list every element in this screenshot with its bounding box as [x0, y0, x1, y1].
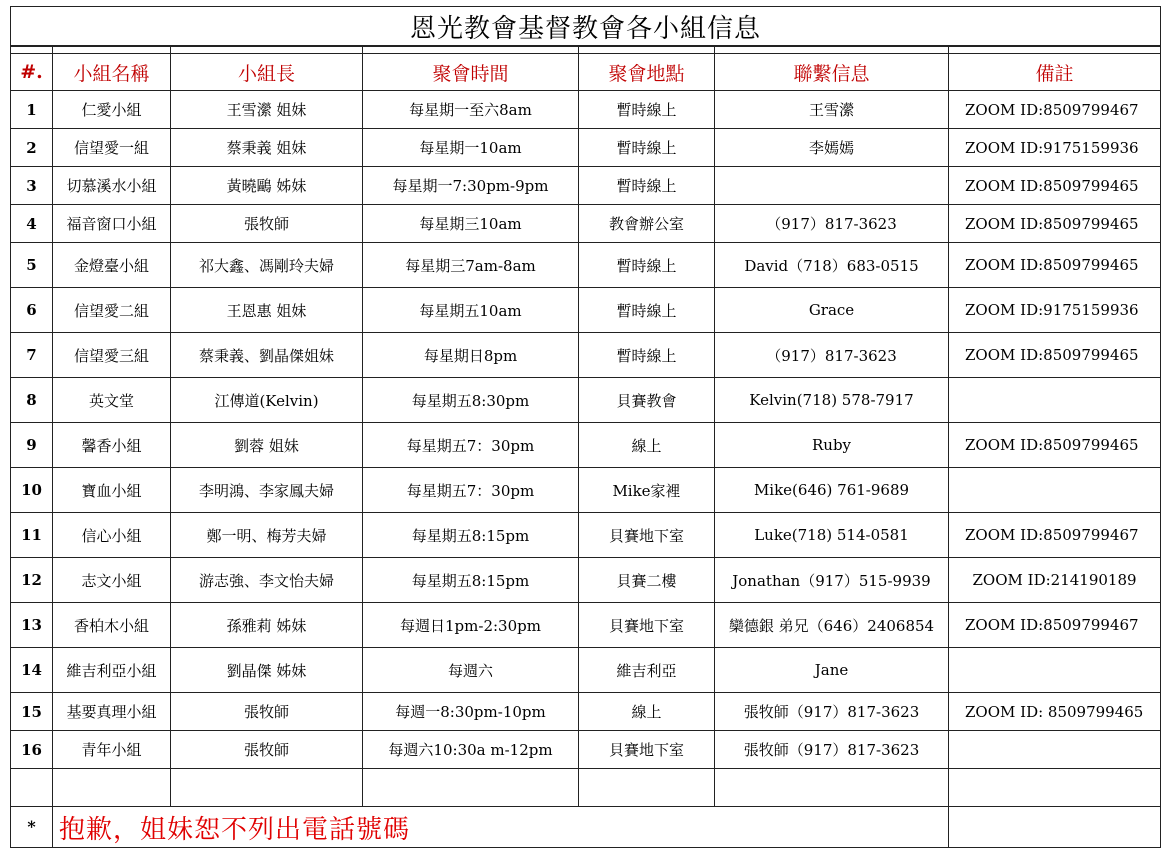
row-number-cell: 13	[11, 603, 53, 648]
group-name-cell: 志文小組	[53, 558, 171, 603]
meeting-place-cell: 貝賽教會	[579, 378, 715, 423]
meeting-place-cell: 貝賽地下室	[579, 603, 715, 648]
row-number-cell: 8	[11, 378, 53, 423]
contact-info-cell: Luke(718) 514-0581	[715, 513, 949, 558]
group-name-cell: 馨香小組	[53, 423, 171, 468]
group-name-cell: 仁愛小組	[53, 91, 171, 129]
group-leader-cell: 游志強、李文怡夫婦	[171, 558, 363, 603]
group-name-cell: 香柏木小組	[53, 603, 171, 648]
meeting-time-cell: 每星期五7：30pm	[363, 468, 579, 513]
remark-cell: ZOOM ID:8509799467	[949, 91, 1161, 129]
table-row	[11, 91, 1161, 129]
group-name-cell: 信望愛三組	[53, 333, 171, 378]
meeting-place-cell: Mike家裡	[579, 468, 715, 513]
meeting-time-cell: 每週六10:30a m-12pm	[363, 731, 579, 769]
meeting-time-cell: 每星期一至六8am	[363, 91, 579, 129]
group-name-cell: 金燈臺小組	[53, 243, 171, 288]
group-leader-cell: 江傳道(Kelvin)	[171, 378, 363, 423]
meeting-place-cell: 暫時線上	[579, 333, 715, 378]
meeting-place-cell: 線上	[579, 693, 715, 731]
group-leader-cell: 張牧師	[171, 693, 363, 731]
remark-cell: ZOOM ID:8509799467	[949, 603, 1161, 648]
table-row	[11, 648, 1161, 693]
header-meeting-place: 聚會地點	[579, 54, 715, 91]
meeting-time-cell: 每星期五7：30pm	[363, 423, 579, 468]
contact-info-cell: 張牧師（917）817-3623	[715, 693, 949, 731]
table-row	[11, 423, 1161, 468]
remark-cell: ZOOM ID:9175159936	[949, 288, 1161, 333]
group-leader-cell: 黃曉鷗 姊妹	[171, 167, 363, 205]
table-row	[11, 129, 1161, 167]
remark-cell	[949, 468, 1161, 513]
group-name-cell: 青年小組	[53, 731, 171, 769]
remark-cell: ZOOM ID:8509799467	[949, 513, 1161, 558]
group-leader-cell: 劉蓉 姐妹	[171, 423, 363, 468]
row-number-cell: 15	[11, 693, 53, 731]
group-leader-cell: 祁大鑫、馮剛玲夫婦	[171, 243, 363, 288]
row-number-cell: 6	[11, 288, 53, 333]
group-name-cell: 基要真理小組	[53, 693, 171, 731]
meeting-time-cell: 每星期三7am-8am	[363, 243, 579, 288]
contact-info-cell: Jonathan（917）515-9939	[715, 558, 949, 603]
group-name-cell: 福音窗口小組	[53, 205, 171, 243]
table-row	[11, 693, 1161, 731]
row-number-cell: 9	[11, 423, 53, 468]
contact-info-cell: （917）817-3623	[715, 205, 949, 243]
contact-info-cell	[715, 167, 949, 205]
table-row	[11, 333, 1161, 378]
row-number-cell: 3	[11, 167, 53, 205]
empty-row	[11, 769, 1161, 807]
contact-info-cell: Ruby	[715, 423, 949, 468]
remark-cell	[949, 648, 1161, 693]
meeting-place-cell: 暫時線上	[579, 243, 715, 288]
header-leader: 小組長	[171, 54, 363, 91]
table-row	[11, 167, 1161, 205]
table-row	[11, 731, 1161, 769]
table-row	[11, 513, 1161, 558]
contact-info-cell: David（718）683-0515	[715, 243, 949, 288]
remark-cell: ZOOM ID:8509799465	[949, 423, 1161, 468]
group-name-cell: 切慕溪水小組	[53, 167, 171, 205]
group-leader-cell: 蔡秉義、劉晶傑姐妹	[171, 333, 363, 378]
meeting-place-cell: 暫時線上	[579, 167, 715, 205]
table-row	[11, 288, 1161, 333]
row-number-cell: 4	[11, 205, 53, 243]
meeting-time-cell: 每星期一10am	[363, 129, 579, 167]
group-leader-cell: 鄭一明、梅芳夫婦	[171, 513, 363, 558]
table-row	[11, 378, 1161, 423]
group-name-cell: 英文堂	[53, 378, 171, 423]
meeting-place-cell: 維吉利亞	[579, 648, 715, 693]
meeting-time-cell: 每星期五8:15pm	[363, 513, 579, 558]
contact-info-cell: 王雪瀠	[715, 91, 949, 129]
remark-cell	[949, 378, 1161, 423]
header-meeting-time: 聚會時間	[363, 54, 579, 91]
page-title: 恩光教會基督教會各小組信息	[11, 7, 1161, 47]
table-row	[11, 558, 1161, 603]
remark-cell: ZOOM ID:9175159936	[949, 129, 1161, 167]
header-remark: 備註	[949, 54, 1161, 91]
remark-cell: ZOOM ID:8509799465	[949, 243, 1161, 288]
meeting-place-cell: 貝賽二樓	[579, 558, 715, 603]
header-group-name: 小組名稱	[53, 54, 171, 91]
header-num: #.	[11, 54, 53, 91]
meeting-time-cell: 每星期五8:15pm	[363, 558, 579, 603]
group-leader-cell: 張牧師	[171, 205, 363, 243]
group-table	[10, 6, 1161, 848]
group-leader-cell: 劉晶傑 姊妹	[171, 648, 363, 693]
table-row	[11, 243, 1161, 288]
group-leader-cell: 蔡秉義 姐妹	[171, 129, 363, 167]
table-body	[11, 91, 1161, 769]
group-name-cell: 信望愛二組	[53, 288, 171, 333]
row-number-cell: 1	[11, 91, 53, 129]
group-leader-cell: 王雪瀠 姐妹	[171, 91, 363, 129]
group-name-cell: 寶血小組	[53, 468, 171, 513]
group-name-cell: 信心小組	[53, 513, 171, 558]
row-number-cell: 11	[11, 513, 53, 558]
row-number-cell: 16	[11, 731, 53, 769]
contact-info-cell: Mike(646) 761-9689	[715, 468, 949, 513]
remark-cell: ZOOM ID:8509799465	[949, 167, 1161, 205]
meeting-place-cell: 線上	[579, 423, 715, 468]
contact-info-cell: Jane	[715, 648, 949, 693]
row-number-cell: 14	[11, 648, 53, 693]
contact-info-cell: 張牧師（917）817-3623	[715, 731, 949, 769]
remark-cell: ZOOM ID:214190189	[949, 558, 1161, 603]
contact-info-cell: Grace	[715, 288, 949, 333]
header-contact: 聯繫信息	[715, 54, 949, 91]
table-row	[11, 468, 1161, 513]
row-number-cell: 10	[11, 468, 53, 513]
meeting-time-cell: 每週六	[363, 648, 579, 693]
table-row	[11, 603, 1161, 648]
privacy-note: 抱歉，姐妹恕不列出電話號碼	[53, 807, 949, 848]
meeting-place-cell: 教會辦公室	[579, 205, 715, 243]
meeting-time-cell: 每星期一7:30pm-9pm	[363, 167, 579, 205]
note-marker: *	[11, 807, 53, 848]
row-number-cell: 12	[11, 558, 53, 603]
group-leader-cell: 張牧師	[171, 731, 363, 769]
meeting-place-cell: 暫時線上	[579, 91, 715, 129]
contact-info-cell: （917）817-3623	[715, 333, 949, 378]
group-leader-cell: 王恩惠 姐妹	[171, 288, 363, 333]
group-leader-cell: 李明鴻、李家鳳夫婦	[171, 468, 363, 513]
remark-cell	[949, 731, 1161, 769]
remark-cell: ZOOM ID:8509799465	[949, 205, 1161, 243]
group-info-sheet	[10, 6, 1160, 848]
group-name-cell: 信望愛一組	[53, 129, 171, 167]
remark-cell: ZOOM ID: 8509799465	[949, 693, 1161, 731]
meeting-time-cell: 每星期三10am	[363, 205, 579, 243]
contact-info-cell: Kelvin(718) 578-7917	[715, 378, 949, 423]
group-name-cell: 維吉利亞小組	[53, 648, 171, 693]
meeting-place-cell: 貝賽地下室	[579, 513, 715, 558]
header-row	[11, 54, 1161, 91]
row-number-cell: 7	[11, 333, 53, 378]
meeting-place-cell: 貝賽地下室	[579, 731, 715, 769]
row-number-cell: 2	[11, 129, 53, 167]
meeting-time-cell: 每週日1pm-2:30pm	[363, 603, 579, 648]
remark-cell: ZOOM ID:8509799465	[949, 333, 1161, 378]
contact-info-cell: 欒德銀 弟兄（646）2406854	[715, 603, 949, 648]
meeting-time-cell: 每星期五10am	[363, 288, 579, 333]
contact-info-cell: 李嫣嫣	[715, 129, 949, 167]
meeting-time-cell: 每週一8:30pm-10pm	[363, 693, 579, 731]
meeting-time-cell: 每星期五8:30pm	[363, 378, 579, 423]
meeting-time-cell: 每星期日8pm	[363, 333, 579, 378]
group-leader-cell: 孫雅莉 姊妹	[171, 603, 363, 648]
row-number-cell: 5	[11, 243, 53, 288]
table-row	[11, 205, 1161, 243]
note-row	[11, 807, 1161, 848]
meeting-place-cell: 暫時線上	[579, 129, 715, 167]
meeting-place-cell: 暫時線上	[579, 288, 715, 333]
